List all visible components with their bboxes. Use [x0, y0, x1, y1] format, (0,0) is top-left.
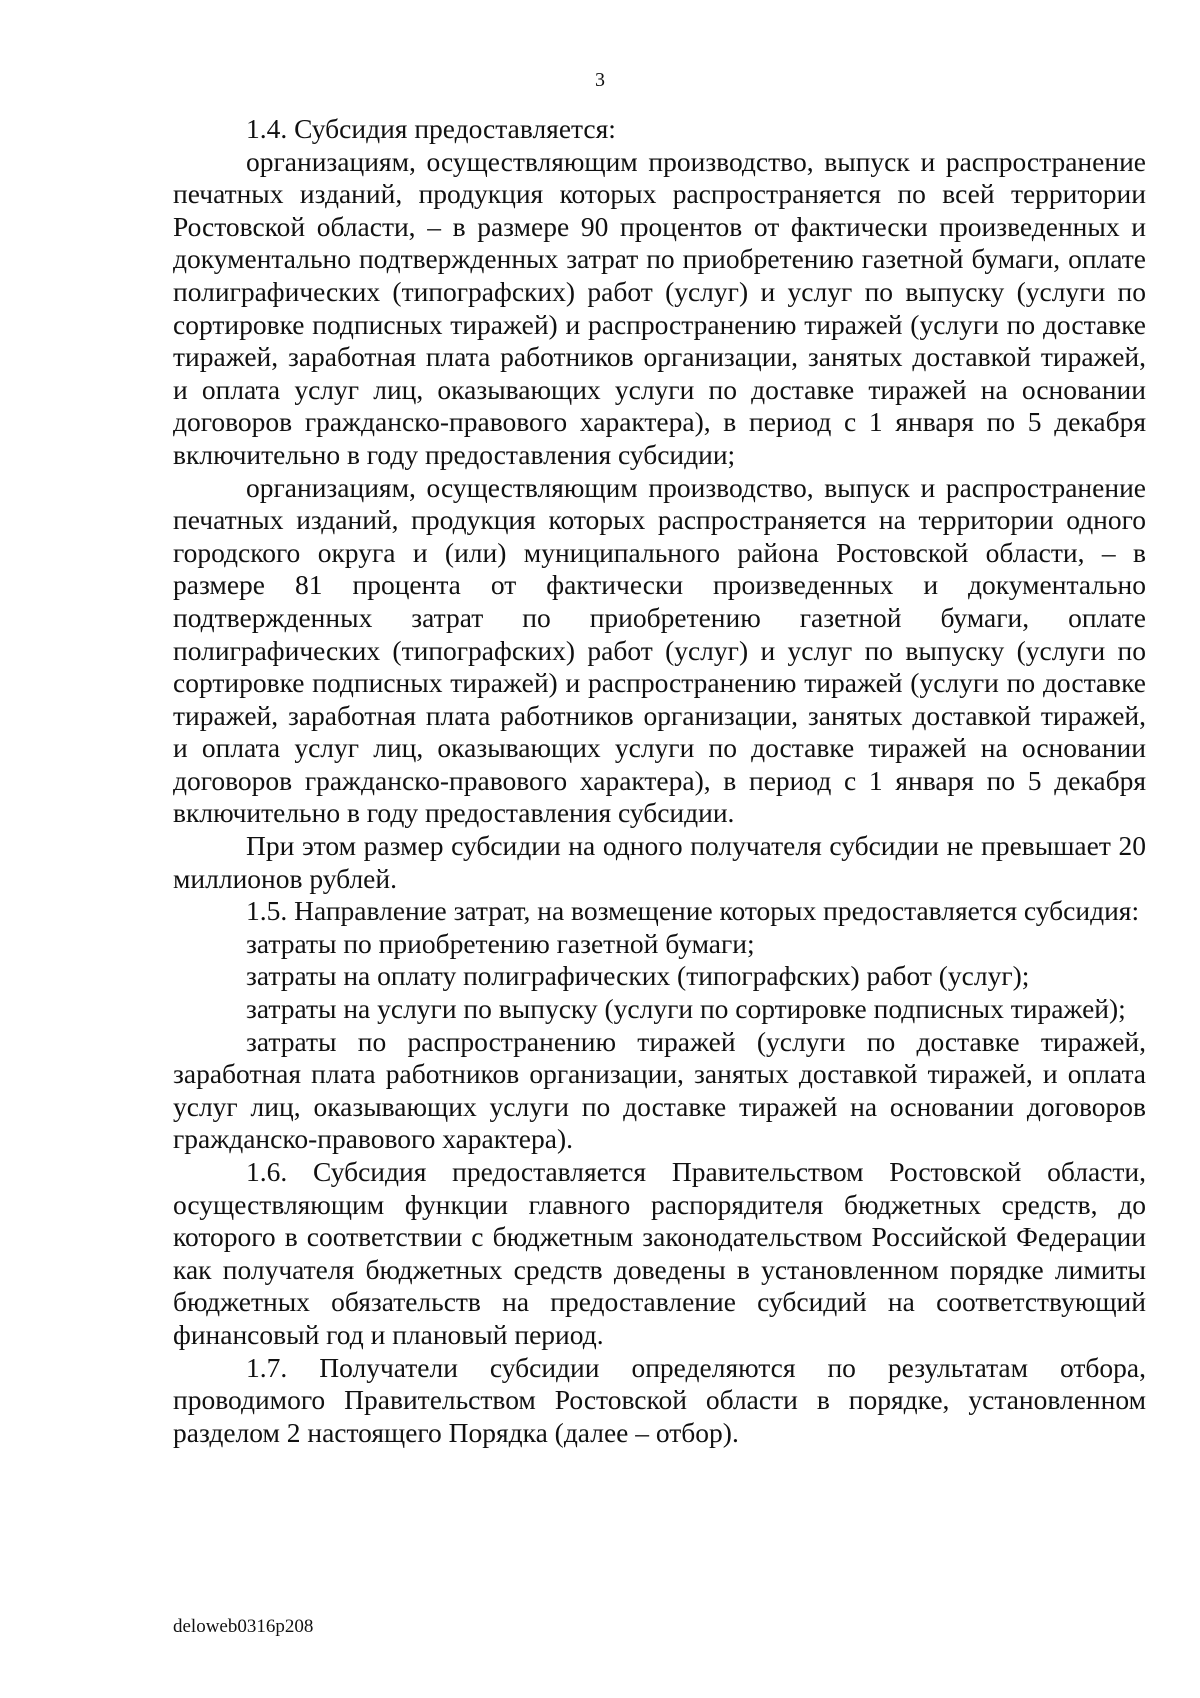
- paragraph-1-4-heading: 1.4. Субсидия предоставляется:: [246, 113, 616, 144]
- paragraph-1-5-heading: 1.5. Направление затрат, на возмещение которых предоставляется субсидия:: [246, 895, 1140, 927]
- document-footer-code: deloweb0316p208: [173, 1616, 314, 1637]
- paragraph-cost-paper: затраты по приобретению газетной бумаги;: [246, 927, 755, 959]
- paragraph-cost-distribution: затраты по распространению тиражей (услуги по доставке тиражей, заработная плата работников организации, занятых доставкой тиражей, и оплата услуг лиц, оказывающих услуги по доставке тиражей на основании договоров гражданско-правового характера).: [173, 1025, 1146, 1155]
- page-number: 3: [595, 69, 605, 91]
- paragraph-cost-release: затраты на услуги по выпуску (услуги по сортировке подписных тиражей);: [246, 993, 1126, 1025]
- paragraph-1-6: 1.6. Субсидия предоставляется Правительством Ростовской области, осуществляющим функции главного распорядителя бюджетных средств, до которого в соответствии с бюджетным законодательством Российской Федерации как получателя бюджетных средств доведены в установленном порядке лимиты бюджетных обязательств на предоставление субсидий на соответствующий финансовый год и плановый период.: [173, 1156, 1146, 1350]
- paragraph-subsidy-limit: При этом размер субсидии на одного получателя субсидии не превышает 20 миллионов рублей.: [173, 830, 1146, 894]
- paragraph-1-7: 1.7. Получатели субсидии определяются по результатам отбора, проводимого Правительством Ростовской области в порядке, установленном разделом 2 настоящего Порядка (далее – отбор).: [173, 1351, 1146, 1448]
- paragraph-cost-printing: затраты на оплату полиграфических (типографских) работ (услуг);: [246, 960, 1030, 992]
- document-body: [173, 113, 1146, 1449]
- paragraph-local-organizations: организациям, осуществляющим производство, выпуск и распространение печатных изданий, продукция которых распространяется на территории одного городского округа и (или) муниципального района Ростовской области, – в размере 81 процента от фактически произведенных и документально подтвержденных затрат по приобретению газетной бумаги, оплате полиграфических (типографских) работ (услуг) и услуг по выпуску (услуги по сортировке подписных тиражей) и распространению тиражей (услуги по доставке тиражей, заработная плата работников организации, занятых доставкой тиражей, и оплата услуг лиц, оказывающих услуги по доставке тиражей на основании договоров гражданско-правового характера), в период с 1 января по 5 декабря включительно в году предоставления субсидии.: [173, 471, 1146, 829]
- paragraph-regional-organizations: организациям, осуществляющим производство, выпуск и распространение печатных изданий, продукция которых распространяется по всей территории Ростовской области, – в размере 90 процентов от фактически произведенных и документально подтвержденных затрат по приобретению газетной бумаги, оплате полиграфических (типографских) работ (услуг) и услуг по выпуску (услуги по сортировке подписных тиражей) и распространению тиражей (услуги по доставке тиражей, заработная плата работников организации, занятых доставкой тиражей, и оплата услуг лиц, оказывающих услуги по доставке тиражей на основании договоров гражданско-правового характера), в период с 1 января по 5 декабря включительно в году предоставления субсидии;: [173, 145, 1146, 470]
